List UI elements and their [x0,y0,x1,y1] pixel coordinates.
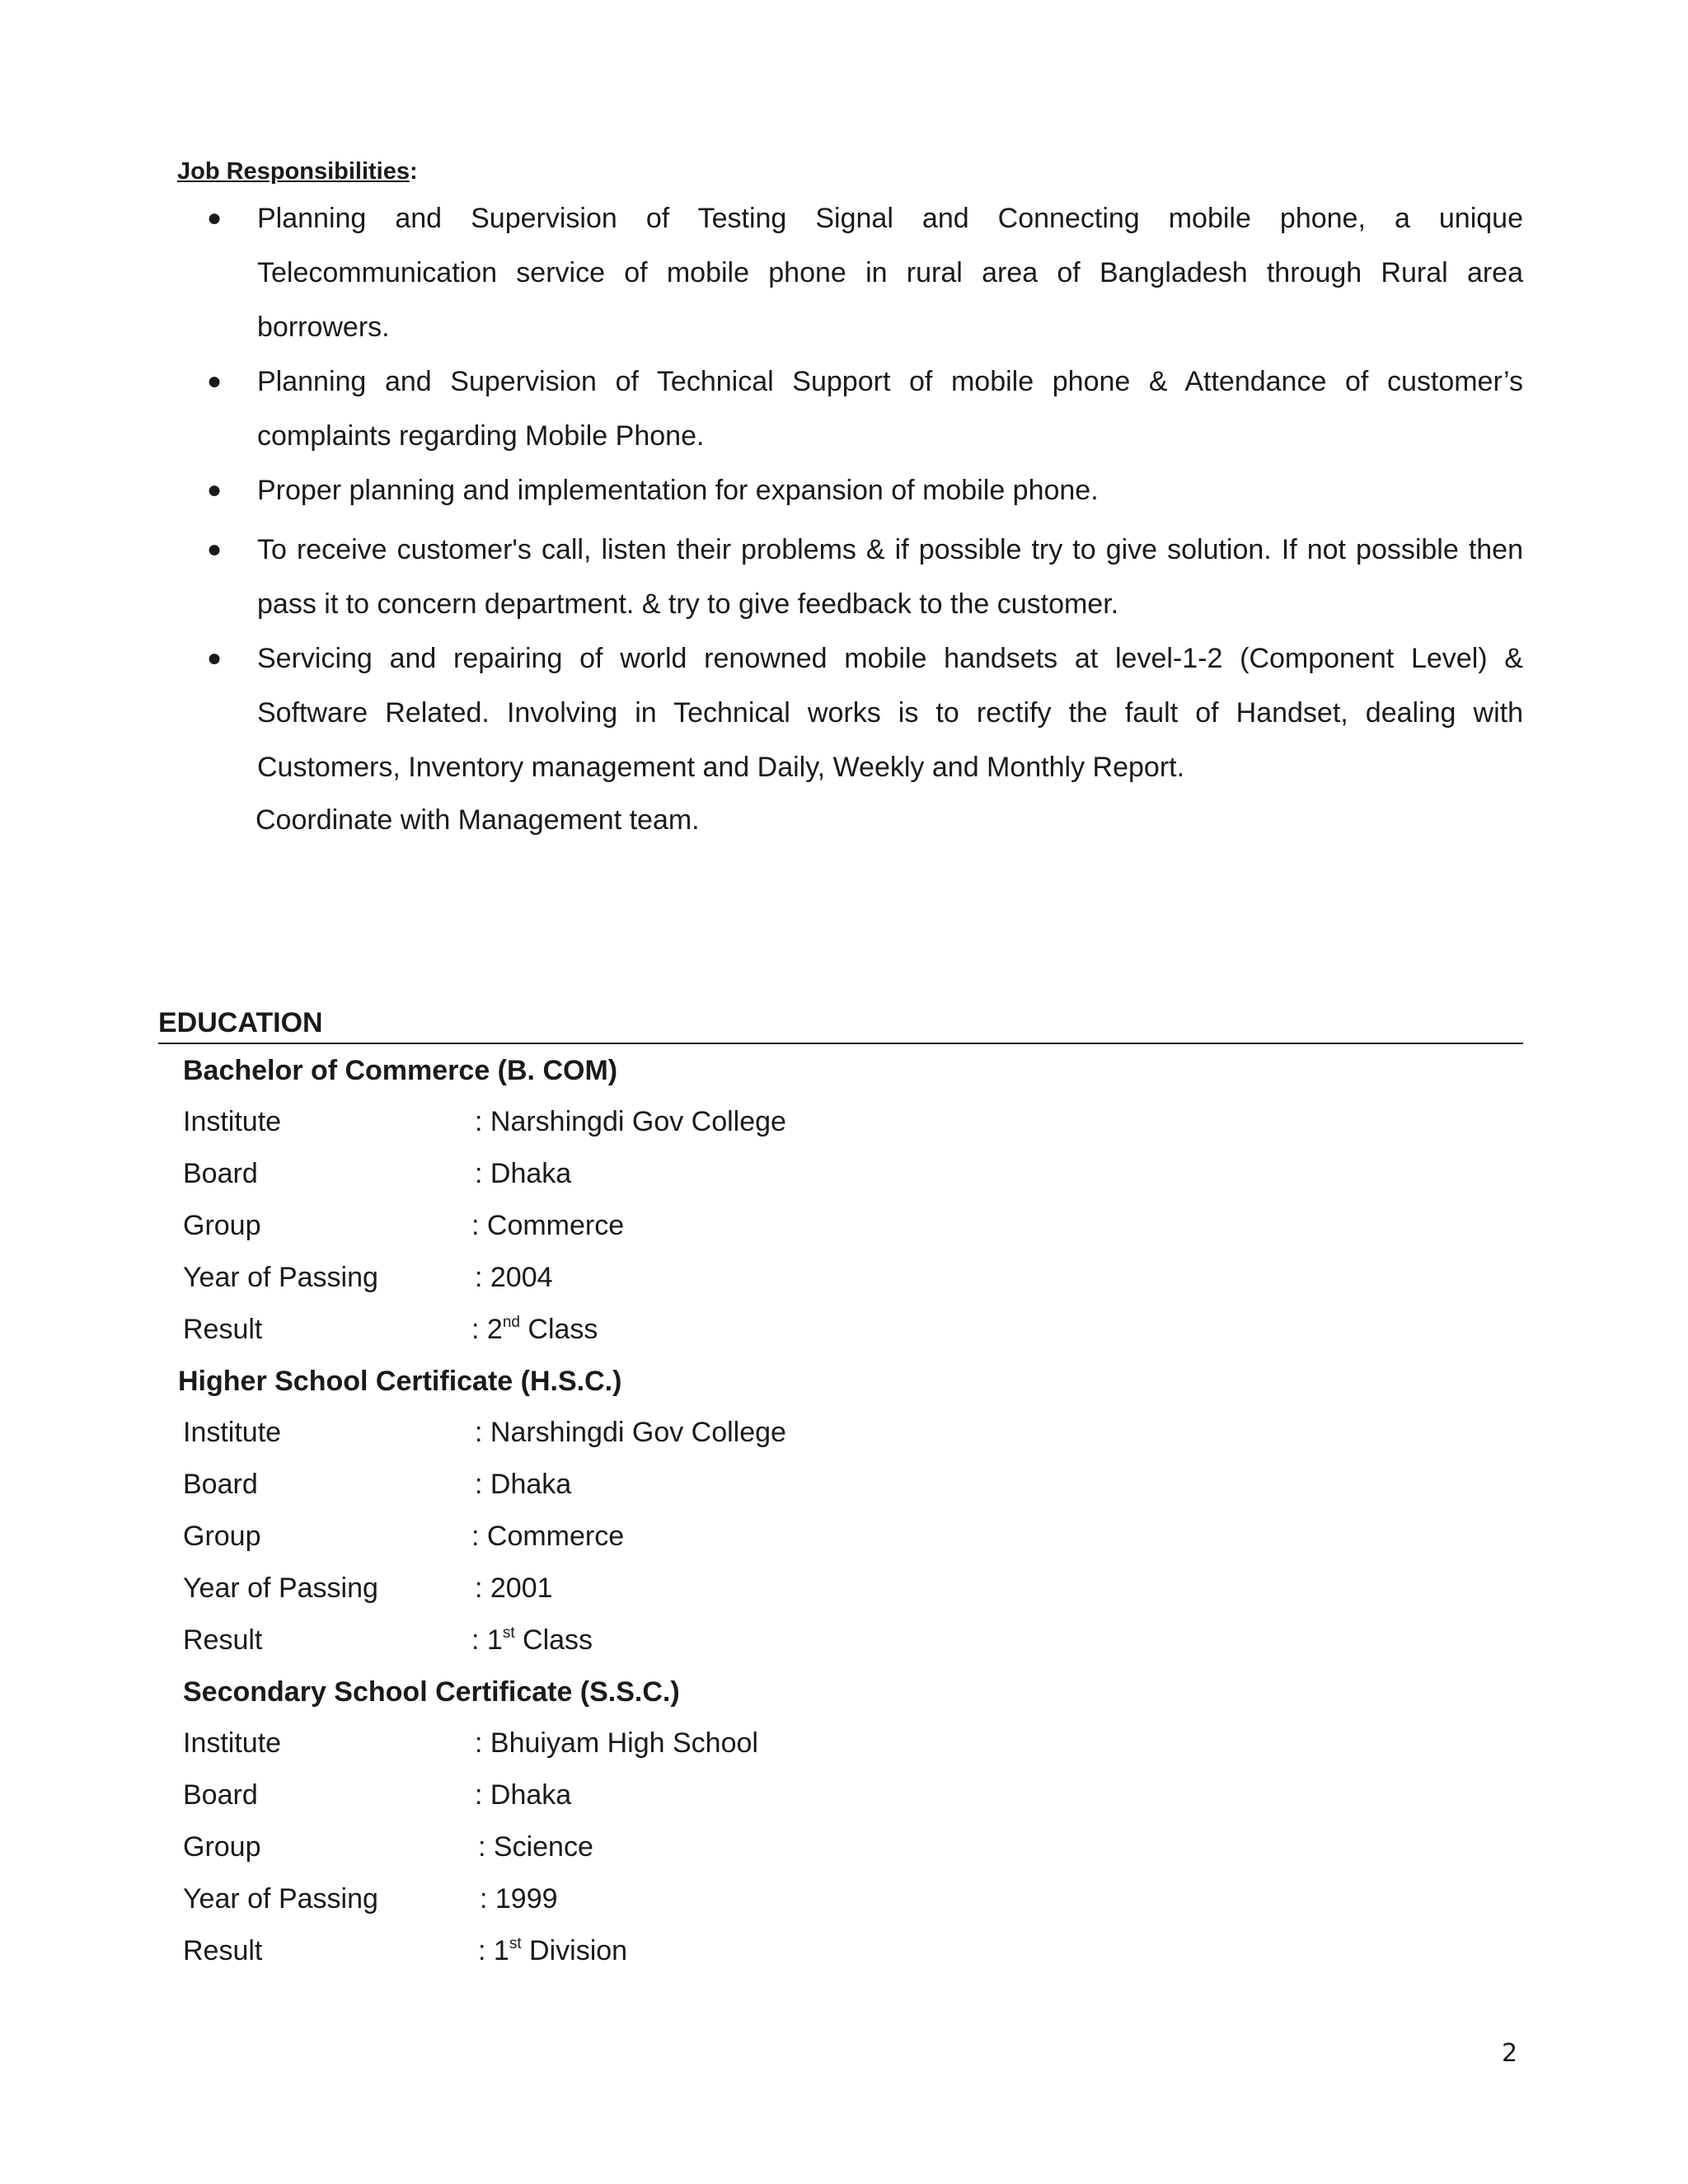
row-label: Year of Passing [183,1883,378,1915]
row-value: : Dhaka [475,1469,572,1500]
list-item [207,523,1523,631]
row-label: Group [183,1831,261,1863]
education-row [0,1718,1688,1769]
education-row [0,1200,1688,1252]
row-value: : 1999 [480,1883,558,1915]
education-divider [158,1043,1523,1044]
list-item-text: Servicing and repairing of world renowned mobile handsets at level-1-2 (Component Level) & Software Related. Involving in Technical works is to rectify the fault of Handset, dealing with Customers, Inventory management and Daily, Weekly and Monthly Report. [257,643,1523,783]
education-row [0,1563,1688,1615]
row-value: : 2001 [475,1572,553,1604]
row-value [471,1304,598,1356]
education-section [0,1045,1688,1977]
education-row [0,1304,1688,1356]
row-value [478,1925,627,1977]
row-label: Group [183,1210,261,1241]
education-heading: EDUCATION [158,1007,323,1038]
education-row [0,1096,1688,1148]
bullet-icon: ● [207,644,223,672]
list-item-text: Planning and Supervision of Technical Support of mobile phone & Attendance of customer’s complaints regarding Mobile Phone. [257,366,1523,452]
row-value [471,1615,593,1666]
row-label: Board [183,1779,258,1811]
row-value: : Commerce [471,1210,625,1241]
list-item-text: Planning and Supervision of Testing Signal and Connecting mobile phone, a unique Telecommunication service of mobile phone in rural area of Bangladesh through Rural area borrowers. [257,203,1523,343]
education-row [0,1407,1688,1459]
education-row [0,1148,1688,1200]
list-item-text: Proper planning and implementation for expansion of mobile phone. [257,475,1099,506]
education-row [0,1615,1688,1666]
row-label: Result [183,1935,263,1966]
value-superscript: nd [502,1314,520,1331]
value-prefix: : 1 [471,1624,503,1656]
value-suffix: Division [521,1935,628,1966]
row-value: : Dhaka [475,1158,572,1189]
value-suffix: Class [514,1624,593,1656]
education-row [0,1925,1688,1977]
bullet-icon: ● [207,476,223,504]
row-label: Institute [183,1417,282,1448]
value-prefix: : 2 [471,1314,503,1345]
job-responsibilities-heading-text: Job Responsibilities [177,158,410,185]
row-label: Result [183,1314,263,1345]
value-prefix: : 1 [478,1935,509,1966]
value-superscript: st [502,1624,515,1642]
row-value: : Narshingdi Gov College [475,1417,786,1448]
value-suffix: Class [519,1314,598,1345]
responsibilities-list [0,191,1688,846]
row-label: Year of Passing [183,1572,378,1604]
education-row [0,1821,1688,1873]
list-item [207,463,1523,518]
education-row [0,1511,1688,1563]
job-responsibilities-heading [177,158,418,185]
heading-colon: : [410,158,418,185]
row-label: Board [183,1469,258,1500]
bullet-icon: ● [207,204,223,232]
row-value: : Science [478,1831,593,1863]
row-label: Result [183,1624,263,1656]
degree-title-hsc: Higher School Certificate (H.S.C.) [178,1366,622,1397]
education-row [0,1769,1688,1821]
row-value: : Dhaka [475,1779,572,1811]
row-label: Institute [183,1106,282,1137]
row-label: Group [183,1521,261,1552]
education-row [0,1252,1688,1304]
list-item [207,631,1523,794]
list-item [207,191,1523,354]
list-item-text: To receive customer's call, listen their problems & if possible try to give solution. If not possible then pass it to concern department. & try to give feedback to the customer. [257,534,1523,620]
bullet-icon: ● [207,536,223,563]
row-label: Institute [183,1727,282,1759]
degree-title-ssc: Secondary School Certificate (S.S.C.) [183,1676,680,1708]
row-label: Board [183,1158,258,1189]
education-row [0,1873,1688,1925]
bullet-icon: ● [207,368,223,395]
list-item [207,354,1523,463]
row-value: : Commerce [471,1521,625,1552]
degree-title-bcom: Bachelor of Commerce (B. COM) [183,1055,618,1086]
page-number: 2 [1502,2039,1518,2068]
value-superscript: st [509,1935,522,1952]
row-label: Year of Passing [183,1262,378,1293]
education-row [0,1459,1688,1511]
coordinate-line: Coordinate with Management team. [256,804,700,836]
row-value: : Narshingdi Gov College [475,1106,786,1137]
row-value: : 2004 [475,1262,553,1293]
row-value: : Bhuiyam High School [475,1727,758,1759]
